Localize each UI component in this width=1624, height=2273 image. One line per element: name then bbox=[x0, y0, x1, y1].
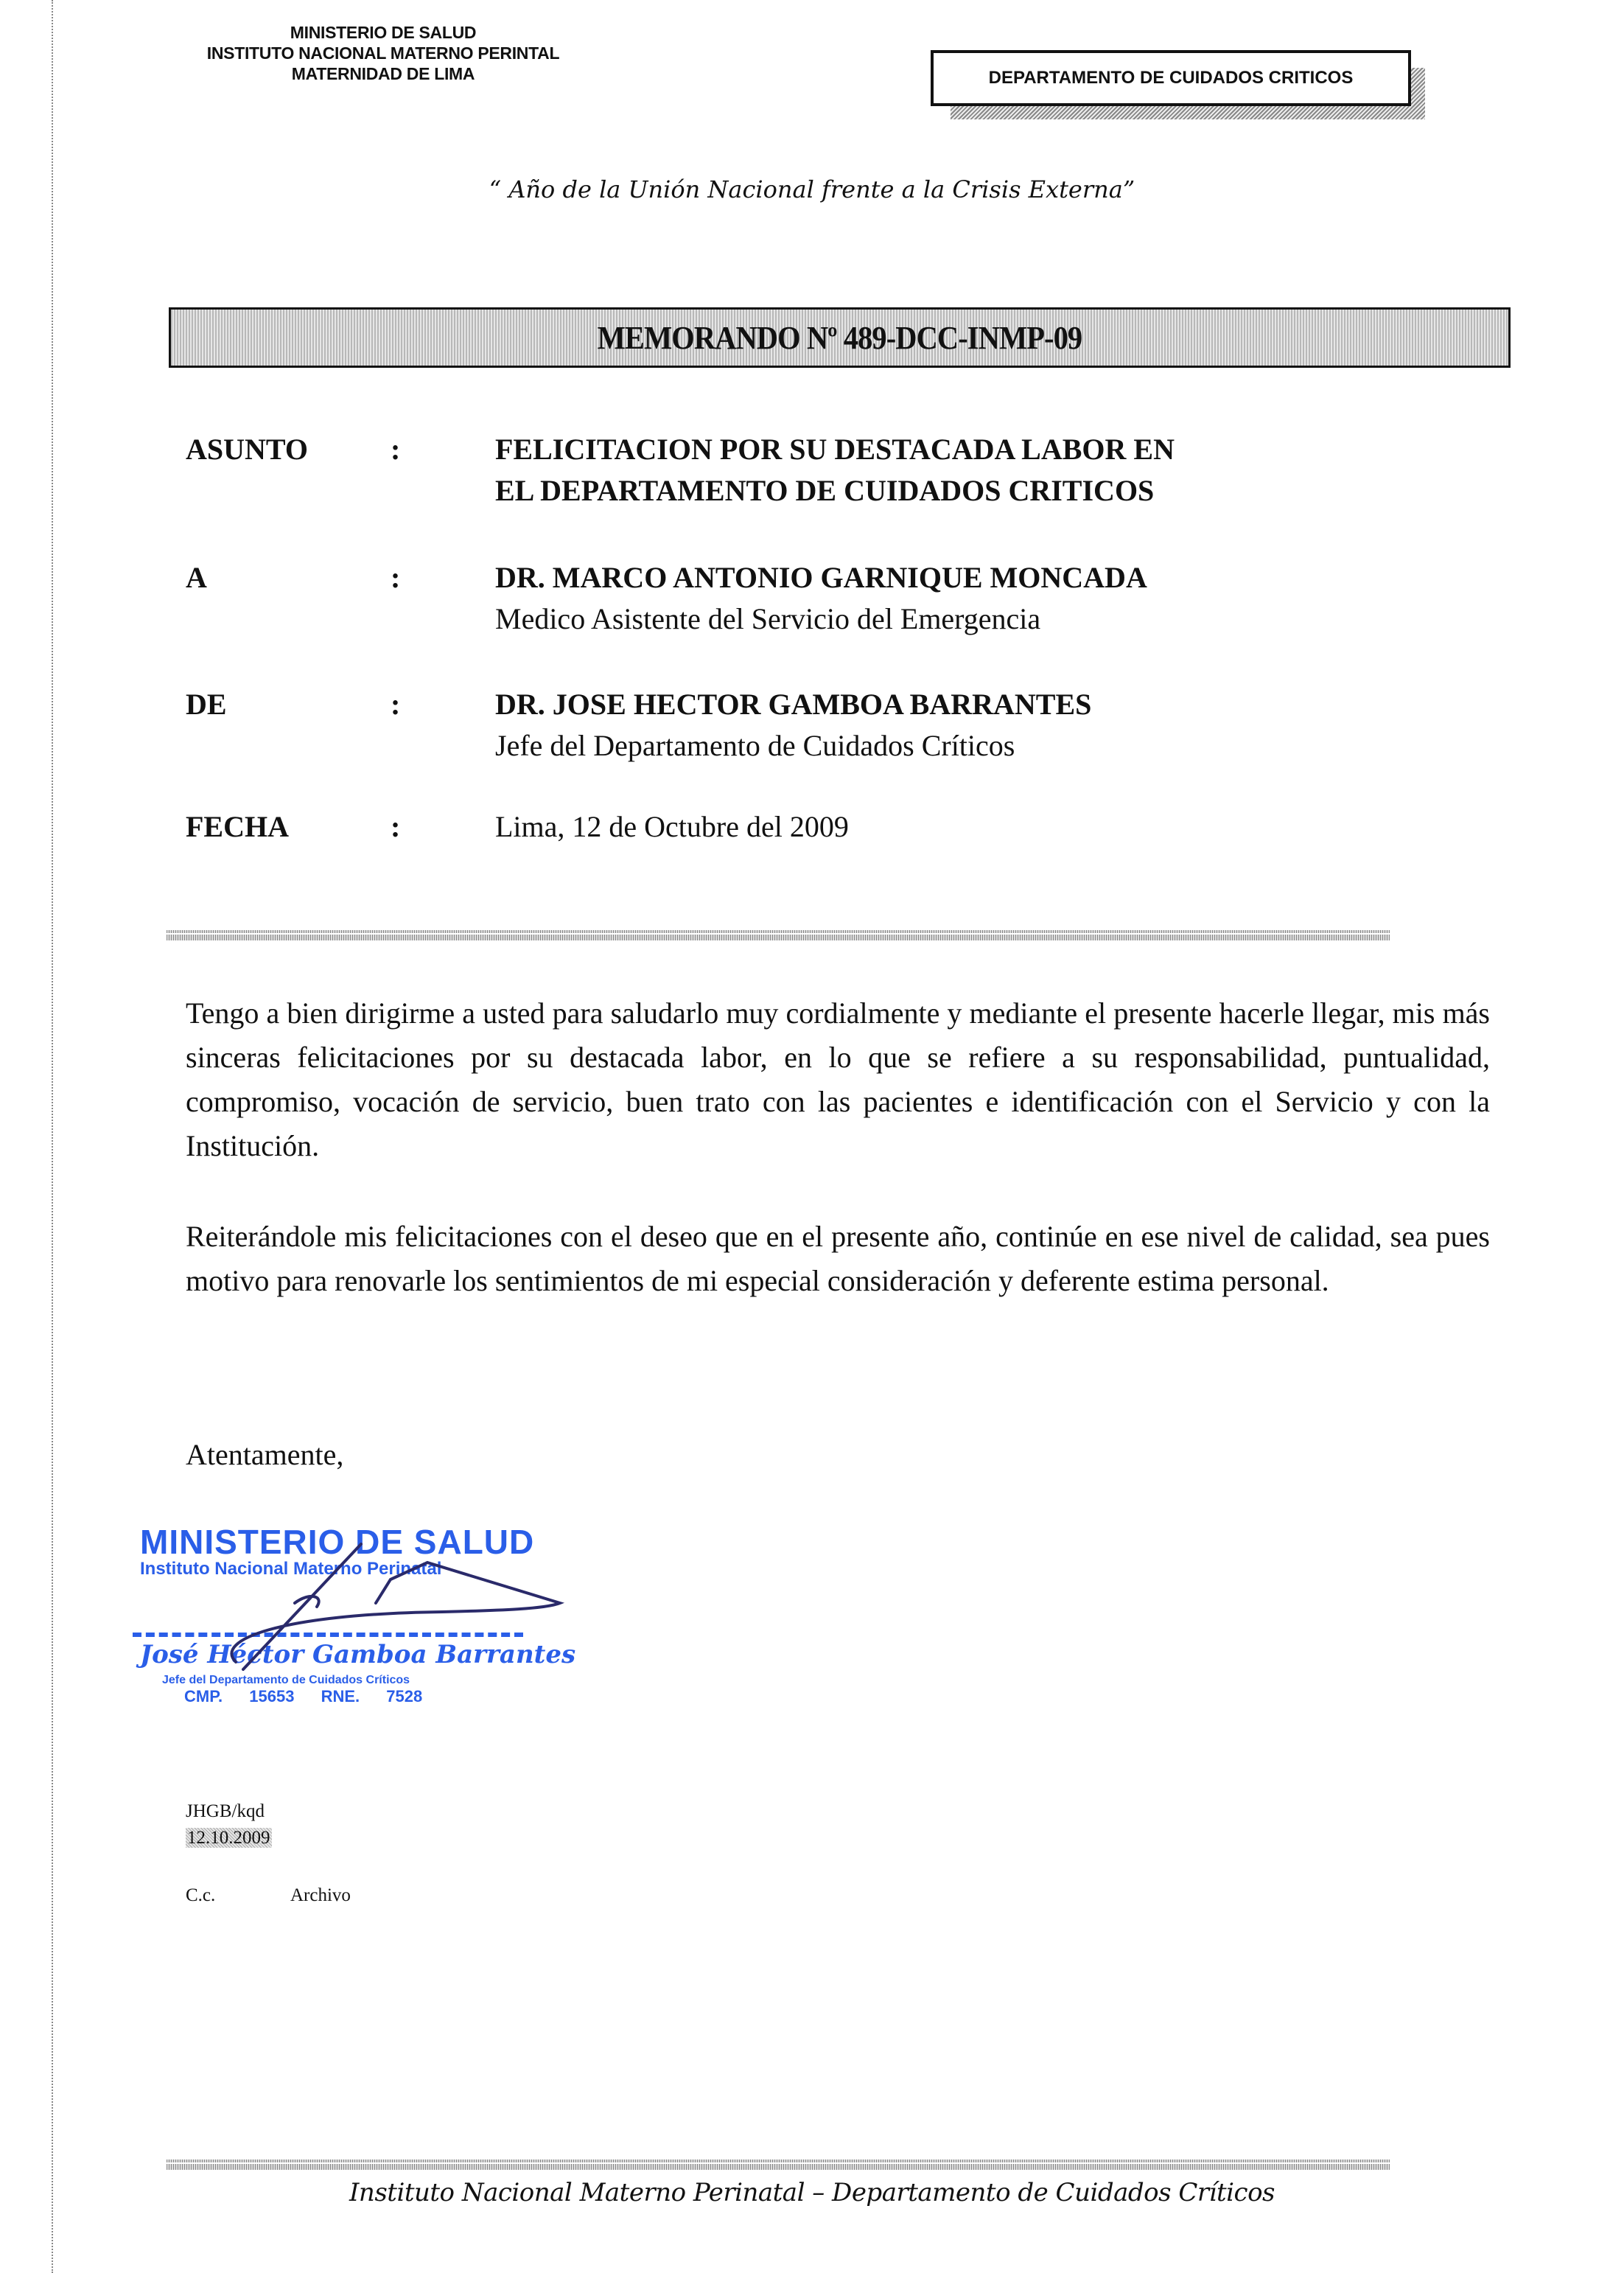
field-colon: : bbox=[391, 433, 401, 466]
reference-date: 12.10.2009 bbox=[187, 1828, 270, 1848]
field-colon: : bbox=[391, 810, 401, 843]
subject-line-1: FELICITACION POR SU DESTACADA LABOR EN bbox=[495, 433, 1175, 466]
field-label: ASUNTO bbox=[186, 433, 308, 466]
sender-role: Jefe del Departamento de Cuidados Críticos bbox=[495, 729, 1015, 762]
memo-title: MEMORANDO Nº 489-DCC-INMP-09 bbox=[597, 319, 1082, 356]
header-divider bbox=[167, 930, 1390, 940]
field-value bbox=[495, 557, 1147, 640]
year-motto: “ Año de la Unión Nacional frente a la Crisis Externa” bbox=[489, 175, 1135, 203]
field-value bbox=[495, 429, 1175, 511]
reference-initials: JHGB/kqd bbox=[186, 1801, 265, 1821]
closing-salutation: Atentamente, bbox=[186, 1438, 344, 1471]
letterhead-org bbox=[169, 22, 597, 84]
department-box bbox=[931, 50, 1411, 106]
recipient-name: DR. MARCO ANTONIO GARNIQUE MONCADA bbox=[495, 561, 1147, 594]
stamp-ministry: MINISTERIO DE SALUD bbox=[140, 1523, 535, 1561]
org-line-maternity: MATERNIDAD DE LIMA bbox=[291, 64, 475, 83]
date-value: Lima, 12 de Octubre del 2009 bbox=[495, 810, 849, 843]
field-label: FECHA bbox=[186, 810, 289, 843]
recipient-role: Medico Asistente del Servicio del Emergencia bbox=[495, 602, 1041, 635]
department-label: DEPARTAMENTO DE CUIDADOS CRITICOS bbox=[988, 68, 1354, 88]
stamp-institute: Instituto Nacional Materno Perinatal bbox=[140, 1559, 442, 1579]
field-colon: : bbox=[391, 688, 401, 721]
stamp-role: Jefe del Departamento de Cuidados Críticos bbox=[162, 1674, 410, 1686]
page-edge-line bbox=[52, 0, 53, 2273]
field-label: DE bbox=[186, 688, 227, 721]
body-paragraph-2: Reiterándole mis felicitaciones con el deseo que en el presente año, continúe en ese nivel de calidad, sea pues motivo para renovarle los sentimientos de mi especial consideración y deferente estima personal. bbox=[186, 1220, 1490, 1297]
field-value bbox=[495, 684, 1091, 767]
field-label: A bbox=[186, 561, 207, 594]
handwritten-signature-icon bbox=[133, 1522, 589, 1699]
stamp-ids: CMP. 15653 RNE. 7528 bbox=[184, 1687, 423, 1705]
memo-title-bar bbox=[169, 307, 1511, 368]
reference-date-wrap bbox=[186, 1828, 272, 1848]
stamp-name: José Héctor Gamboa Barrantes bbox=[140, 1640, 576, 1669]
org-line-institute: INSTITUTO NACIONAL MATERNO PERINTAL bbox=[206, 43, 560, 63]
sender-name: DR. JOSE HECTOR GAMBOA BARRANTES bbox=[495, 688, 1092, 721]
org-line-ministry: MINISTERIO DE SALUD bbox=[290, 23, 477, 42]
official-stamp bbox=[133, 1522, 589, 1705]
body-paragraph-1: Tengo a bien dirigirme a usted para saludarlo muy cordialmente y mediante el presente hacerle llegar, mis más sinceras felicitaciones por su destacada labor, en lo que se refiere a su responsabilidad, puntualidad, compromiso, vocación de servicio, buen trato con las pacientes e identificación con el Servicio y con la Institución. bbox=[186, 996, 1490, 1162]
footer-divider bbox=[167, 2159, 1390, 2170]
subject-line-2: EL DEPARTAMENTO DE CUIDADOS CRITICOS bbox=[495, 474, 1155, 507]
field-value bbox=[495, 806, 849, 848]
cc-value: Archivo bbox=[290, 1885, 351, 1905]
cc-label: C.c. bbox=[186, 1885, 216, 1905]
footer-text: Instituto Nacional Materno Perinatal – Departamento de Cuidados Críticos bbox=[349, 2178, 1275, 2207]
field-colon: : bbox=[391, 561, 401, 594]
